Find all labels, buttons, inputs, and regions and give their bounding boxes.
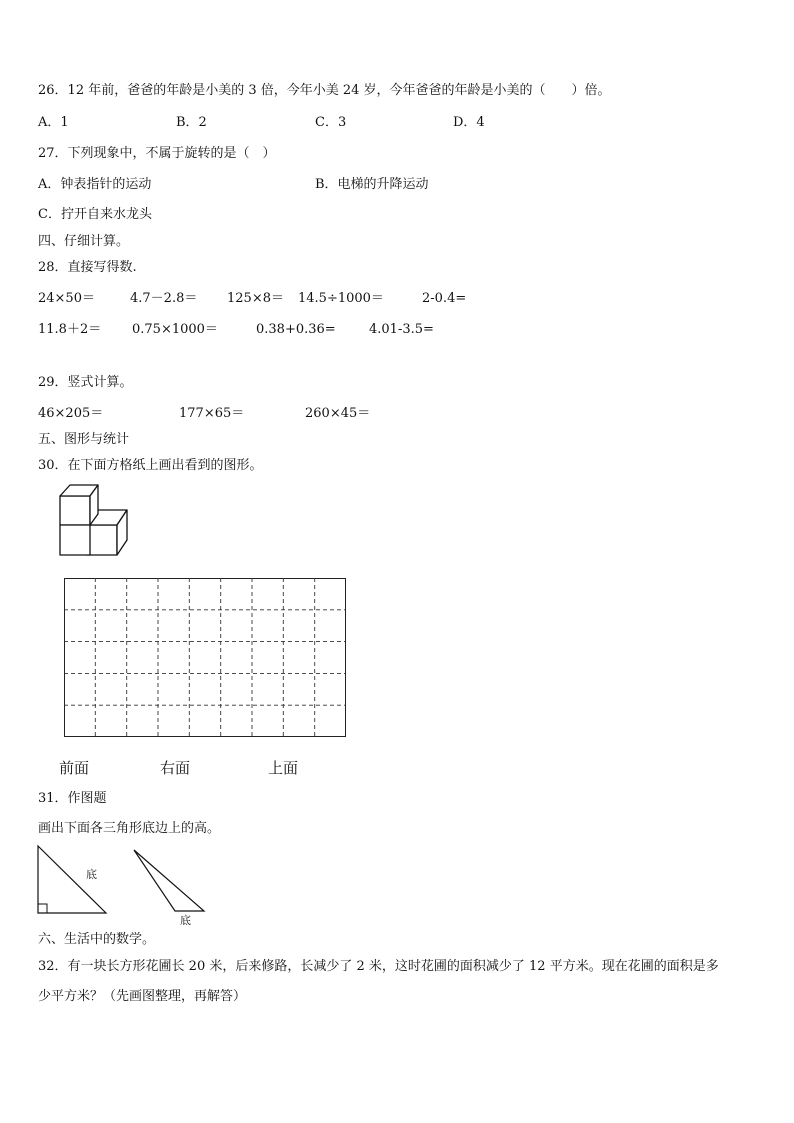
q30-stem: 30．在下面方格纸上画出看到的图形。 xyxy=(38,458,263,473)
q27-option-c: C．拧开自来水龙头 xyxy=(38,207,152,222)
q26-option-b: B．2 xyxy=(176,115,207,130)
view-label-right: 右面 xyxy=(160,759,191,777)
q27-stem: 27．下列现象中，不属于旋转的是（ ） xyxy=(38,146,276,161)
grid-border xyxy=(65,579,346,737)
q32-line2: 少平方米？（先画图整理，再解答） xyxy=(38,989,247,1004)
q28-r2-item3: 0.38+0.36= xyxy=(256,322,336,337)
q29-item1: 46×205＝ xyxy=(38,406,104,421)
q28-r1-item5: 2-0.4= xyxy=(422,291,467,306)
q28-r2-item2: 0.75×1000＝ xyxy=(132,322,218,337)
cube-stack-figure xyxy=(56,484,140,558)
q28-r1-item1: 24×50＝ xyxy=(38,291,95,306)
q26-option-a: A．1 xyxy=(38,115,69,130)
section4-title: 四、仔细计算。 xyxy=(38,234,130,249)
obtuse-triangle-figure xyxy=(132,848,206,914)
q29-stem: 29．竖式计算。 xyxy=(38,375,133,390)
q27-option-b: B．电梯的升降运动 xyxy=(315,177,429,192)
q28-r2-item4: 4.01-3.5= xyxy=(369,322,434,337)
triangle1-base-label: 底 xyxy=(86,868,97,881)
q28-r2-item1: 11.8＋2＝ xyxy=(38,322,102,337)
square-grid-paper[interactable] xyxy=(64,578,346,738)
q29-item2: 177×65＝ xyxy=(179,406,245,421)
q28-r1-item3: 125×8＝ xyxy=(227,291,284,306)
q28-r1-item4: 14.5÷1000＝ xyxy=(298,291,384,306)
view-label-front: 前面 xyxy=(59,759,90,777)
q28-r1-item2: 4.7－2.8＝ xyxy=(130,291,198,306)
triangle2-base-label: 底 xyxy=(180,914,191,927)
view-label-top: 上面 xyxy=(268,759,299,777)
right-triangle-figure xyxy=(36,844,108,916)
q26-option-d: D．4 xyxy=(453,115,485,130)
q31-instruction: 画出下面各三角形底边上的高。 xyxy=(38,821,221,836)
section5-title: 五、图形与统计 xyxy=(38,432,130,447)
section6-title: 六、生活中的数学。 xyxy=(38,932,156,947)
q26-option-c: C．3 xyxy=(315,115,347,130)
q27-option-a: A．钟表指针的运动 xyxy=(38,177,152,192)
q26-stem: 26．12 年前，爸爸的年龄是小美的 3 倍，今年小美 24 岁，今年爸爸的年龄是小美的（ ）倍。 xyxy=(38,83,611,98)
q31-stem: 31．作图题 xyxy=(38,791,107,806)
q32-line1: 32．有一块长方形花圃长 20 米，后来修路，长减少了 2 米，这时花圃的面积减少了 12 平方米。现在花圃的面积是多 xyxy=(38,959,719,974)
q29-item3: 260×45＝ xyxy=(305,406,371,421)
q28-stem: 28．直接写得数. xyxy=(38,260,137,275)
